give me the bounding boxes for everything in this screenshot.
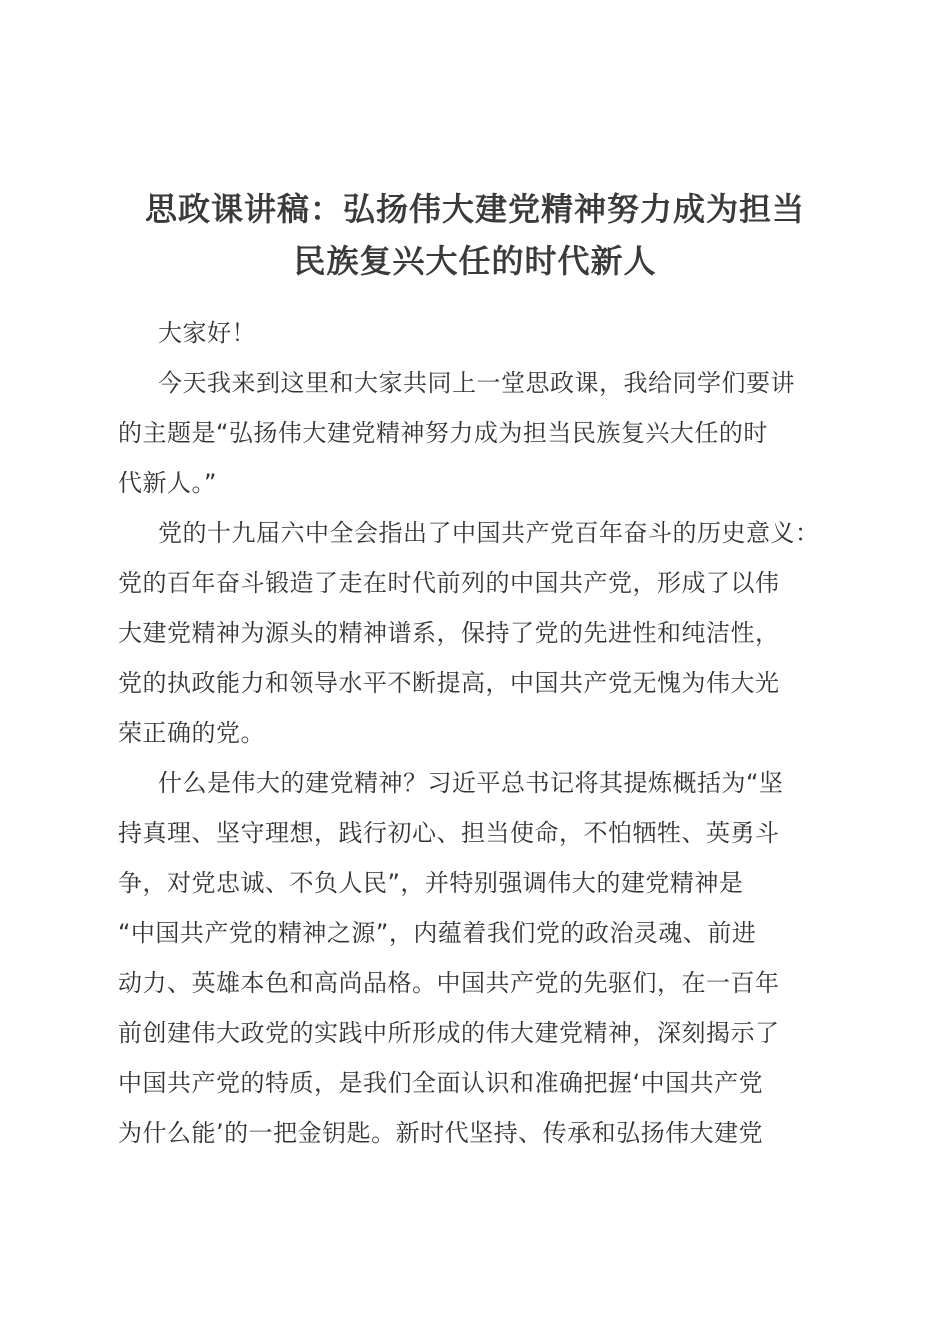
paragraph-line: 党的百年奋斗锻造了走在时代前列的中国共产党，形成了以伟 (118, 569, 780, 597)
paragraph-line: 党的十九届六中全会指出了中国共产党百年奋斗的历史意义： (158, 519, 820, 547)
paragraph-line: “中国共产党的精神之源”，内蕴着我们党的政治灵魂、前进 (118, 919, 757, 947)
paragraph-line: 什么是伟大的建党精神？习近平总书记将其提炼概括为“坚 (158, 769, 784, 797)
paragraph-line: 荣正确的党。 (118, 719, 265, 747)
document-body (118, 308, 848, 1158)
paragraph-line: 中国共产党的特质，是我们全面认识和准确把握‘中国共产党 (118, 1069, 764, 1097)
paragraph-line: 大建党精神为源头的精神谱系，保持了党的先进性和纯洁性， (118, 619, 780, 647)
paragraph-line: 今天我来到这里和大家共同上一堂思政课，我给同学们要讲 (158, 369, 795, 397)
document-title (100, 183, 850, 287)
paragraph-line: 为什么能’的一把金钥匙。新时代坚持、传承和弘扬伟大建党 (118, 1119, 764, 1147)
paragraph-line: 持真理、坚守理想，践行初心、担当使命，不怕牺牲、英勇斗 (118, 819, 780, 847)
paragraph-line: 的主题是“弘扬伟大建党精神努力成为担当民族复兴大任的时 (118, 419, 768, 447)
title-line-2: 民族复兴大任的时代新人 (293, 242, 657, 280)
paragraph-line: 前创建伟大政党的实践中所形成的伟大建党精神，深刻揭示了 (118, 1019, 780, 1047)
paragraph-line: 争，对党忠诚、不负人民”，并特别强调伟大的建党精神是 (118, 869, 744, 897)
title-line-1: 思政课讲稿：弘扬伟大建党精神努力成为担当 (144, 190, 805, 228)
greeting-line: 大家好！ (158, 319, 256, 347)
paragraph-line: 动力、英雄本色和高尚品格。中国共产党的先驱们，在一百年 (118, 969, 780, 997)
paragraph-line: 党的执政能力和领导水平不断提高，中国共产党无愧为伟大光 (118, 669, 780, 697)
paragraph-line: 代新人。” (118, 469, 217, 497)
